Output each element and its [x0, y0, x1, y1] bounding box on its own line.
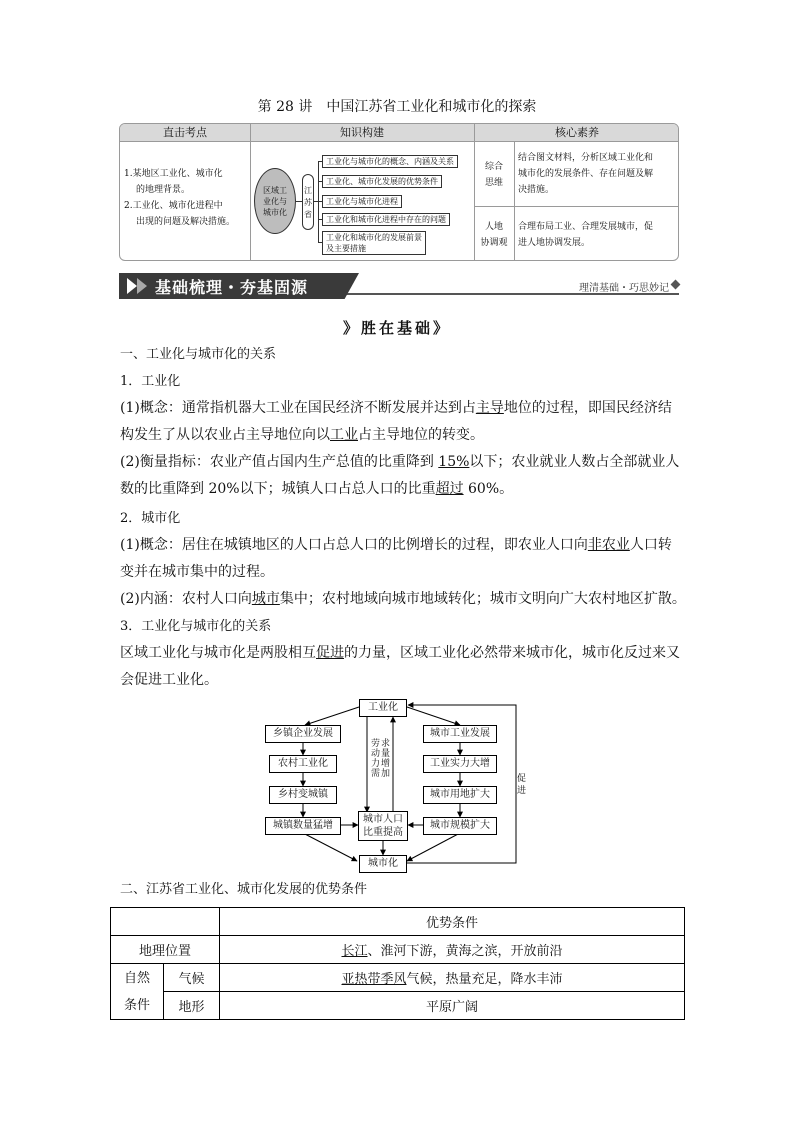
- label-promote: 促 进: [517, 774, 527, 796]
- banner-title: 基础梳理・夯基固源: [155, 278, 309, 297]
- paragraph: (1)概念：居住在城镇地区的人口占总人口的比例增长的过程，即农业人口向非农业人口转 变并在城市集中的过程。: [120, 537, 672, 580]
- oval-line: 业化与: [263, 197, 287, 206]
- knowledge-item: 工业化与城市化进程: [322, 195, 402, 208]
- row-label: 自然 条件: [111, 964, 164, 1020]
- row-sublabel: 气候: [164, 964, 220, 992]
- header-zhishi: 知识构建: [250, 124, 474, 142]
- kaodian-line: 的地理背景。: [136, 185, 191, 195]
- node-industrialization: 工业化: [359, 699, 407, 717]
- kaodian-line: 1.某地区工业化、城市化: [124, 169, 223, 179]
- flow-diagram: [255, 695, 525, 875]
- oval-line: 区域工: [263, 186, 287, 195]
- divider: [250, 124, 251, 260]
- banner-subtitle: 理清基础・巧思妙记: [579, 283, 669, 294]
- node-left: 农村工业化: [269, 755, 337, 773]
- sub-banner-text: 胜在基础: [360, 319, 433, 337]
- chevron-right-icon: [127, 278, 137, 294]
- table-row: [111, 992, 685, 1020]
- knowledge-item: [322, 231, 426, 255]
- subsection-heading: 1．工业化: [120, 374, 181, 389]
- subsection-heading: 2．城市化: [120, 511, 181, 526]
- node-right: 城市规模扩大: [423, 817, 497, 835]
- label-demand: 求 量 增 加: [381, 739, 391, 779]
- oval-line: 城市化: [263, 208, 287, 217]
- table-cell: 长江、淮河下游，黄海之滨，开放前沿: [220, 936, 685, 964]
- row-sublabel: 地形: [164, 992, 220, 1020]
- table-header: 优势条件: [220, 908, 685, 936]
- kaodian-list: [124, 166, 235, 230]
- province-char: 省: [304, 210, 312, 219]
- table-row: [111, 936, 685, 964]
- kaodian-line: 出现的问题及解决措施。: [136, 217, 236, 227]
- section-heading: 一、工业化与城市化的关系: [120, 347, 277, 362]
- node-left: 城镇数量猛增: [265, 817, 341, 835]
- table-row: [111, 964, 685, 992]
- divider: [474, 206, 678, 207]
- suyang-label: 综合 思维: [484, 162, 503, 188]
- node-left: 乡村变城镇: [269, 786, 337, 804]
- province-char: 苏: [304, 198, 312, 207]
- paragraph: (2)衡量指标：农业产值占国内生产总值的比重降到 15%以下；农业就业人数占全部就业人 数的比重降到 20%以下；城镇人口占总人口的比重超过 60%。: [120, 454, 680, 497]
- header-suyang: 核心素养: [474, 124, 679, 142]
- province-box: [302, 174, 314, 230]
- node-right: 工业实力大增: [423, 755, 497, 773]
- node-right: 城市用地扩大: [423, 786, 497, 804]
- diagram-arrows: [255, 695, 525, 875]
- page-title: 第 28 讲 中国江苏省工业化和城市化的探索: [257, 99, 537, 115]
- suyang-label: 人地 协调观: [480, 222, 508, 248]
- suyang-text: 结合图文材料，分析区域工业化和 城市化的发展条件、存在问题及解 决措施。: [518, 153, 654, 195]
- kaodian-line: 2.工业化、城市化进程中: [124, 201, 223, 211]
- knowledge-item: 工业化和城市化进程中存在的问题: [322, 213, 450, 226]
- diamond-icon: [671, 280, 681, 290]
- node-urbanization: 城市化: [359, 855, 407, 873]
- section-banner: [119, 273, 679, 299]
- section-heading: 二、江苏省工业化、城市化发展的优势条件: [120, 882, 368, 897]
- paragraph: 区域工业化与城市化是两股相互促进的力量，区域工业化必然带来城市化，城市化反过来又 会促进工业化。: [120, 645, 680, 688]
- knowledge-item-line: 及主要措施: [326, 244, 366, 253]
- node-left: 乡镇企业发展: [265, 725, 341, 743]
- node-center: 城市人口 比重提高: [358, 811, 408, 841]
- row-label: 地理位置: [111, 936, 220, 964]
- label-labor: 劳 动 力 需: [371, 739, 381, 779]
- chevron-right-icon: [137, 278, 147, 294]
- divider: [514, 142, 515, 260]
- province-char: 江: [304, 186, 312, 195]
- table-cell: 平原广阔: [220, 992, 685, 1020]
- header-kaodian: 直击考点: [120, 124, 250, 142]
- knowledge-item-line: 工业化和城市化的发展前景: [326, 233, 422, 242]
- paragraph: (1)概念：通常指机器大工业在国民经济不断发展并达到占主导地位的过程，即国民经济结 构发生了从以农业占主导地位向以工业占主导地位的转变。: [120, 400, 672, 443]
- knowledge-item: 工业化、城市化发展的优势条件: [322, 175, 442, 188]
- node-right: 城市工业发展: [423, 725, 497, 743]
- chevron-icon: 》: [433, 319, 452, 337]
- chevron-icon: 》: [342, 319, 361, 337]
- subsection-heading: 3．工业化与城市化的关系: [120, 619, 272, 634]
- table-cell: 亚热带季风气候，热量充足，降水丰沛: [220, 964, 685, 992]
- region-oval: [254, 168, 296, 234]
- summary-table: [119, 123, 679, 261]
- advantage-table: [110, 907, 685, 1020]
- paragraph: (2)内涵：农村人口向城市集中；农村地域向城市地域转化；城市文明向广大农村地区扩散。: [120, 591, 686, 607]
- sub-banner: [0, 317, 794, 338]
- knowledge-item: 工业化与城市化的概念、内涵及关系: [322, 155, 458, 168]
- table-row: [111, 908, 685, 936]
- suyang-text: 合理布局工业、合理发展城市，促 进人地协调发展。: [518, 222, 654, 248]
